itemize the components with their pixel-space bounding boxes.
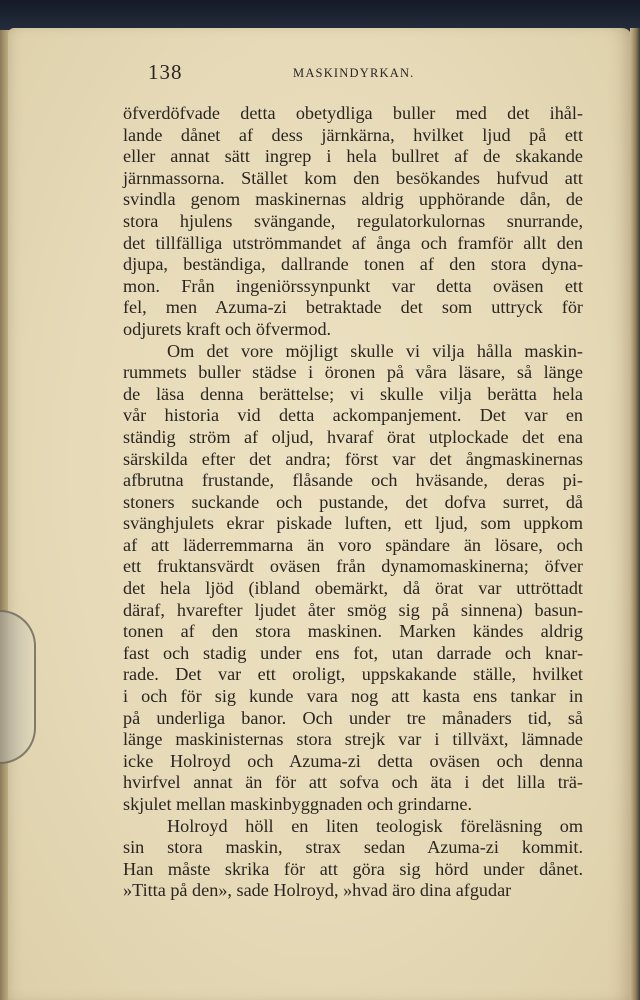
text-line: det hela ljöd (ibland obemärkt, då örat var uttröttadt xyxy=(123,578,583,599)
text-line: djupa, beständiga, dallrande tonen af den stora dyna- xyxy=(123,254,583,275)
text-line: rummets buller städse i öronen på våra läsare, så länge xyxy=(123,362,583,383)
text-line: däraf, hvarefter ljudet åter smög sig på sinnena) basun- xyxy=(123,599,583,620)
page-gutter-edge xyxy=(630,28,640,1000)
text-line: i och för sig kunde vara nog att kasta ens tankar in xyxy=(123,686,583,707)
text-line: ett fruktansvärdt oväsen från dynamomaskinerna; öfver xyxy=(123,556,583,577)
text-line: rade. Det var ett oroligt, uppskakande ställe, hvilket xyxy=(123,664,583,685)
text-line: det tillfälliga utströmmandet af ånga och framför allt den xyxy=(123,232,583,253)
page-header xyxy=(148,60,448,86)
text-line: fast och stadig under ens fot, utan darrade och knar- xyxy=(123,642,583,663)
text-line: på underliga banor. Och under tre månaders tid, så xyxy=(123,707,583,728)
page-number: 138 xyxy=(148,60,183,84)
text-line: Om det vore möjligt skulle vi vilja hålla maskin- xyxy=(167,340,583,361)
text-line: hvirfvel annat än för att sofva och äta i det lilla trä- xyxy=(123,772,583,793)
text-line: stora hjulens svängande, regulatorkulornas snurrande, xyxy=(123,210,583,231)
text-line: Han måste skrika för att göra sig hörd under dånet. xyxy=(123,858,583,879)
text-line: afbrutna frustande, flåsande och hväsande, deras pi- xyxy=(123,470,583,491)
text-line: icke Holroyd och Azuma-zi detta oväsen och denna xyxy=(123,750,583,771)
text-line: tonen af den stora maskinen. Marken kändes aldrig xyxy=(123,621,583,642)
text-line: »Titta på den», sade Holroyd, »hvad äro dina afgudar xyxy=(123,880,512,901)
text-line: de läsa denna berättelse; vi skulle vilja berätta hela xyxy=(123,383,583,404)
text-line: svänghjulets ekrar piskade luften, ett ljud, som uppkom xyxy=(123,513,583,534)
text-line: af att läderremmarna än voro spändare än lösare, och xyxy=(123,534,583,555)
text-line: Holroyd höll en liten teologisk föreläsning om xyxy=(167,815,583,836)
text-line: sin stora maskin, strax sedan Azuma-zi kommit. xyxy=(123,837,583,858)
running-title: MASKINDYRKAN. xyxy=(293,66,415,80)
text-line: eller annat sätt ingrep i hela bullret af de skakande xyxy=(123,146,583,167)
text-line: skjulet mellan maskinbyggnaden och grindarne. xyxy=(123,794,473,814)
text-line: odjurets kraft och öfvermod. xyxy=(123,318,332,339)
text-line: järnmassorna. Stället kom den besökandes hufvud att xyxy=(123,167,583,188)
text-line: stoners suckande och pustande, det dofva surret, då xyxy=(123,491,583,512)
page-marker-tab xyxy=(0,610,36,764)
text-line: lande dånet af dess järnkärna, hvilket ljud på ett xyxy=(123,124,583,145)
text-line: länge maskinisternas stora strejk var i tillväxt, lämnade xyxy=(123,729,583,750)
paragraph xyxy=(123,341,583,816)
text-line: fel, men Azuma-zi betraktade det som uttryck för xyxy=(123,297,583,318)
paragraph xyxy=(123,816,583,902)
body-text xyxy=(123,103,583,902)
text-line: öfverdöfvade detta obetydliga buller med det ihål- xyxy=(123,103,583,123)
paragraph xyxy=(123,103,583,341)
text-line: vår historia vid detta ackompanjement. Det var en xyxy=(123,405,583,426)
text-line: ständig ström af oljud, hvaraf örat utplockade det ena xyxy=(123,426,583,447)
text-line: svindla genom maskinernas aldrig upphörande dån, de xyxy=(123,189,583,210)
text-line: mon. Från ingeniörssynpunkt var detta oväsen ett xyxy=(123,275,583,296)
text-line: särskilda efter det andra; först var det ångmaskinernas xyxy=(123,448,583,469)
